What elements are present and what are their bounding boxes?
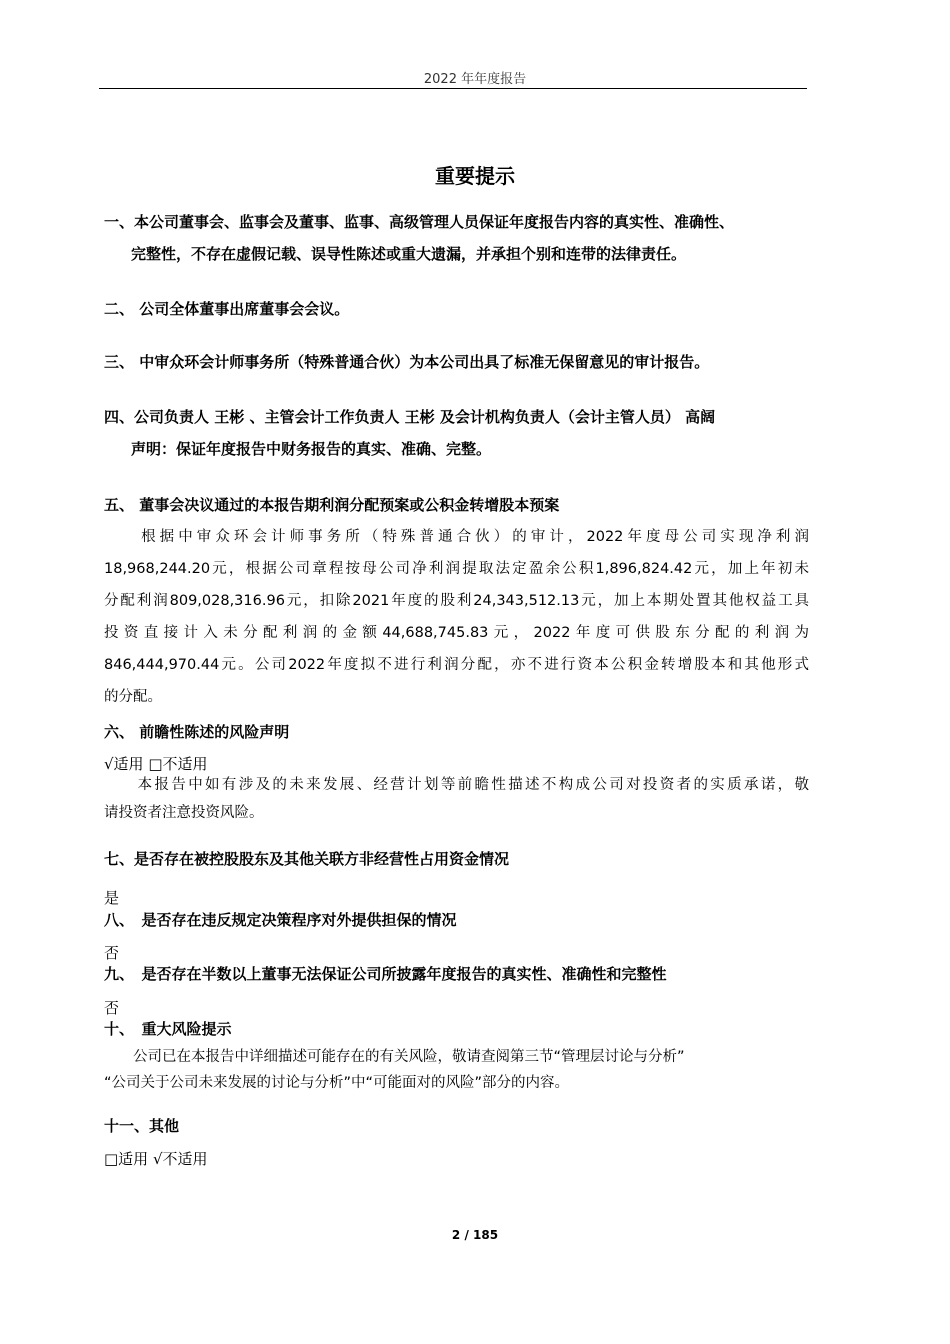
section-3: 三、 中审众环会计师事务所（特殊普通合伙）为本公司出具了标准无保留意见的审计报告。 — [104, 353, 710, 371]
section-5-body-line: 投资直接计入未分配利润的金额44,688,745.83元，2022年度可供股东分配的利润为 — [104, 625, 809, 641]
section-5-body-line: 分配利润809,028,316.96元，扣除2021年度的股利24,343,512.13元，加上本期处置其他权益工具 — [104, 593, 809, 609]
section-2: 二、 公司全体董事出席董事会会议。 — [104, 300, 350, 318]
header-divider — [99, 88, 807, 89]
section-10-body — [104, 1044, 809, 1096]
section-5-body-line: 根据中审众环会计师事务所（特殊普通合伙）的审计，2022年度母公司实现净利润 — [104, 529, 809, 545]
section-8-answer: 否 — [104, 944, 120, 962]
section-11-heading: 十一、其他 — [104, 1117, 180, 1135]
section-11-applicability: □适用 √不适用 — [104, 1150, 208, 1168]
page-number: 2 / 185 — [451, 1228, 499, 1242]
section-5-body — [104, 521, 809, 713]
section-7-answer: 是 — [104, 889, 120, 907]
section-10-heading: 十、 重大风险提示 — [104, 1020, 232, 1038]
section-6-body-line: 请投资者注意投资风险。 — [104, 805, 264, 821]
section-1-line-1: 一、本公司董事会、监事会及董事、监事、高级管理人员保证年度报告内容的真实性、准确性、 — [104, 213, 735, 231]
section-4-line-2: 声明：保证年度报告中财务报告的真实、准确、完整。 — [131, 440, 492, 458]
section-10-body-line: 公司已在本报告中详细描述可能存在的有关风险，敬请查阅第三节“管理层讨论与分析” — [104, 1049, 685, 1065]
section-5-body-line: 18,968,244.20元，根据公司章程按母公司净利润提取法定盈余公积1,896,824.42元，加上年初未 — [104, 561, 809, 577]
section-1-line-2: 完整性，不存在虚假记载、误导性陈述或重大遗漏，并承担个别和连带的法律责任。 — [131, 245, 687, 263]
section-10-body-line: “公司关于公司未来发展的讨论与分析”中“可能面对的风险”部分的内容。 — [104, 1075, 570, 1091]
section-9-answer: 否 — [104, 999, 120, 1017]
running-header: 2022 年年度报告 — [423, 72, 527, 87]
section-4-line-1: 四、公司负责人 王彬 、主管会计工作负责人 王彬 及会计机构负责人（会计主管人员） 高阔 — [104, 408, 716, 426]
section-5-body-line: 846,444,970.44元。公司2022年度拟不进行利润分配，亦不进行资本公积金转增股本和其他形式 — [104, 657, 809, 673]
section-6-applicability: √适用 □不适用 — [104, 755, 208, 773]
section-6-heading: 六、 前瞻性陈述的风险声明 — [104, 723, 290, 741]
section-6-body-line: 本报告中如有涉及的未来发展、经营计划等前瞻性描述不构成公司对投资者的实质承诺，敬 — [104, 777, 809, 793]
section-9-heading: 九、 是否存在半数以上董事无法保证公司所披露年度报告的真实性、准确性和完整性 — [104, 965, 667, 983]
page-title: 重要提示 — [435, 164, 515, 188]
section-5-body-line: 的分配。 — [104, 689, 162, 705]
section-5-heading: 五、 董事会决议通过的本报告期利润分配预案或公积金转增股本预案 — [104, 496, 560, 514]
section-8-heading: 八、 是否存在违反规定决策程序对外提供担保的情况 — [104, 911, 457, 929]
section-7-heading: 七、是否存在被控股股东及其他关联方非经营性占用资金情况 — [104, 850, 510, 868]
section-6-body — [104, 771, 809, 827]
